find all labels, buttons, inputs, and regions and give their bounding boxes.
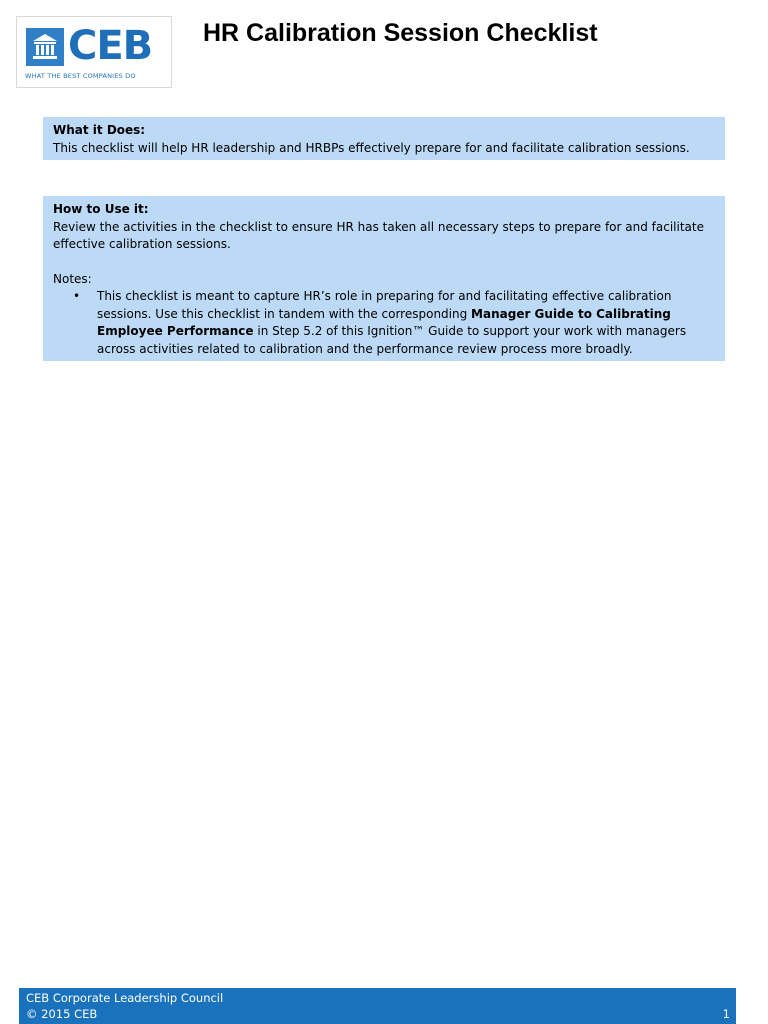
footer-copyright: © 2015 CEB xyxy=(26,1007,98,1021)
page-footer xyxy=(19,988,736,1024)
logo-tagline: WHAT THE BEST COMPANIES DO xyxy=(25,72,136,80)
note-text-part: This checklist is meant to capture HR’s role in preparing for and facilitating effective calibration sessions. Use this checklist in tandem with the corresponding xyxy=(97,289,672,321)
footer-org: CEB Corporate Leadership Council xyxy=(26,991,224,1005)
how-to-use-heading: How to Use it: xyxy=(53,202,149,216)
manager-guide-reference: Manager Guide to Calibrating Employee Performance xyxy=(97,306,671,338)
how-to-use-text: Review the activities in the checklist to ensure HR has taken all necessary steps to prepare for and facilitate effective calibration sessions. xyxy=(53,219,704,251)
note-text xyxy=(97,288,715,358)
ceb-logo xyxy=(16,16,172,88)
what-it-does-heading: What it Does: xyxy=(53,123,146,137)
page-number: 1 xyxy=(722,1007,730,1021)
logo-wordmark: CEB xyxy=(68,23,153,69)
bullet-icon: • xyxy=(73,289,81,303)
note-item xyxy=(53,288,715,358)
building-icon xyxy=(26,28,64,66)
note-text-part: in Step 5.2 of this Ignition™ Guide to support your work with managers across activities related to calibration and the performance review process more broadly. xyxy=(97,324,687,356)
what-it-does-text: This checklist will help HR leadership and HRBPs effectively prepare for and facilitate calibration sessions. xyxy=(53,140,690,155)
how-to-use-box xyxy=(43,196,725,361)
what-it-does-box xyxy=(43,117,725,160)
notes-label: Notes: xyxy=(53,271,92,286)
page-title: HR Calibration Session Checklist xyxy=(203,19,598,47)
